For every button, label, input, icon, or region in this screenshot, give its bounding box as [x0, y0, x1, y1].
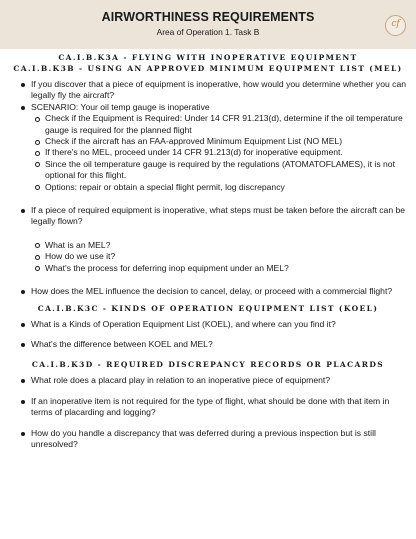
document-body — [0, 52, 416, 450]
question-item: If an inoperative item is not required for the type of flight, what should be done with that item in terms of placarding and logging? — [0, 396, 416, 419]
list-item: If there's no MEL, proceed under 14 CFR 91.213(d) for inoperative equipment. — [0, 147, 416, 158]
logo-mark: cf — [391, 19, 400, 29]
section-1-list-b — [0, 205, 416, 228]
list-item: What is an MEL? — [0, 240, 416, 251]
section-1-list-c — [0, 286, 416, 297]
brand-logo — [385, 15, 406, 36]
page-title: AIRWORTHINESS REQUIREMENTS — [101, 10, 315, 24]
question-item: What role does a placard play in relation to an inoperative piece of equipment? — [0, 375, 416, 386]
section-2-list-b — [0, 339, 416, 350]
section-title-k3d: CA.I.B.K3D - REQUIRED DISCREPANCY RECORDS OR PLACARDS — [31, 360, 385, 370]
mel-sublist — [0, 240, 416, 274]
section-1-list — [0, 79, 416, 113]
question-item: How do you handle a discrepancy that was deferred during a previous inspection but is still unresolved? — [0, 428, 416, 451]
question-item: If a piece of required equipment is inoperative, what steps must be taken before the aircraft can be legally flown? — [0, 205, 416, 228]
section-title-k3a: CA.I.B.K3A - FLYING WITH INOPERATIVE EQUIPMENT — [58, 53, 358, 62]
question-item: How does the MEL influence the decision to cancel, delay, or proceed with a commercial flight? — [0, 286, 416, 297]
header-band — [0, 0, 416, 49]
page-subtitle: Area of Operation 1. Task B — [156, 27, 260, 37]
section-3-list — [0, 375, 416, 386]
list-item: Since the oil temperature gauge is required by the regulations (ATOMATOFLAMES), it is not optional for this flight. — [0, 159, 416, 182]
list-item: Check if the aircraft has an FAA-approved Minimum Equipment List (NO MEL) — [0, 136, 416, 147]
question-item: If you discover that a piece of equipment is inoperative, how would you determine whether you can legally fly the aircraft? — [0, 79, 416, 102]
list-item: Check if the Equipment is Required: Under 14 CFR 91.213(d), determine if the oil temperature gauge is required for the planned flight — [0, 113, 416, 136]
section-title-k3c: CA.I.B.K3C - KINDS OF OPERATION EQUIPMENT LIST (KOEL) — [37, 303, 379, 313]
list-item: How do we use it? — [0, 251, 416, 262]
scenario-sublist — [0, 113, 416, 193]
list-item: Options: repair or obtain a special flight permit, log discrepancy — [0, 182, 416, 193]
list-item: What's the process for deferring inop equipment under an MEL? — [0, 263, 416, 274]
question-item: What's the difference between KOEL and MEL? — [0, 339, 416, 350]
section-title-k3b: CA.I.B.K3B - USING AN APPROVED MINIMUM EQUIPMENT LIST (MEL) — [13, 64, 403, 73]
section-3-list-c — [0, 428, 416, 451]
section-3-list-b — [0, 396, 416, 419]
question-item: What is a Kinds of Operation Equipment List (KOEL), and where can you find it? — [0, 319, 416, 330]
section-2-list — [0, 319, 416, 330]
scenario-item: SCENARIO: Your oil temp gauge is inoperative — [0, 102, 416, 113]
